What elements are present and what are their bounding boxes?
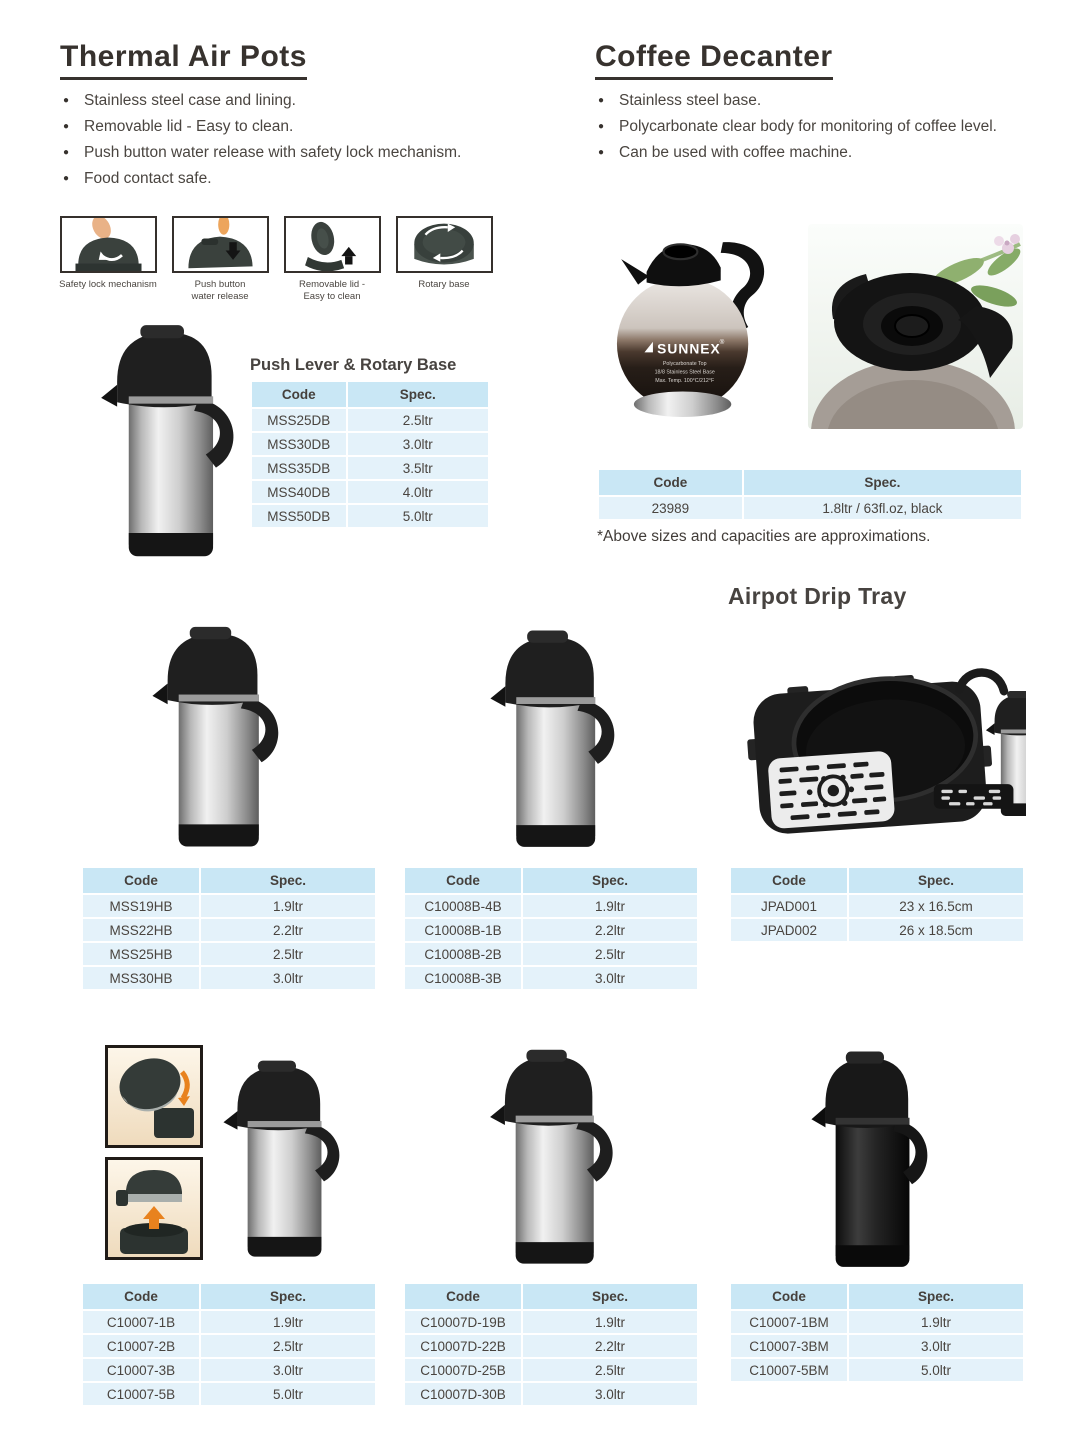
cell-spec: 2.5ltr <box>201 943 375 965</box>
table-row <box>83 1311 375 1333</box>
table-row <box>731 1335 1023 1357</box>
spec-table <box>729 1282 1025 1383</box>
black-airpot-product-image <box>800 1042 940 1275</box>
table-header-row <box>83 868 375 893</box>
spec-table <box>81 1282 377 1407</box>
column-header-spec: Spec. <box>849 868 1023 893</box>
cell-code: MSS50DB <box>252 505 346 527</box>
push-lever-table-title: Push Lever & Rotary Base <box>250 356 457 374</box>
table-row <box>252 481 488 503</box>
push-button-image <box>172 216 269 273</box>
cell-code: C10008B-2B <box>405 943 521 965</box>
feature-removable-lid <box>284 216 392 303</box>
airpot-drip-tray-title: Airpot Drip Tray <box>728 583 907 609</box>
column-header-code: Code <box>83 1284 199 1309</box>
table-header-row <box>731 868 1023 893</box>
table-row <box>731 895 1023 917</box>
column-header-code: Code <box>731 868 847 893</box>
cell-spec: 2.2ltr <box>523 919 697 941</box>
column-header-code: Code <box>405 868 521 893</box>
up-arrow-icon <box>341 247 356 256</box>
c10007bm-table-block <box>729 1282 1025 1383</box>
feature-caption: Rotary base <box>418 279 470 290</box>
cell-spec: 1.9ltr <box>201 1311 375 1333</box>
bullet-item: ● Removable lid - Easy to clean. <box>62 114 512 140</box>
table-header-row <box>599 470 1021 495</box>
approximation-note: *Above sizes and capacities are approximations. <box>597 528 931 545</box>
cell-spec: 1.9ltr <box>523 1311 697 1333</box>
airpot-product-image <box>478 621 628 855</box>
feature-safety-lock <box>60 216 168 291</box>
cell-code: C10007-1B <box>83 1311 199 1333</box>
table-row <box>405 919 697 941</box>
decanter-table-block <box>597 468 1023 546</box>
cell-code: C10008B-4B <box>405 895 521 917</box>
table-header-row <box>405 1284 697 1309</box>
page-title-coffee-decanter: Coffee Decanter <box>595 40 833 80</box>
column-header-spec: Spec. <box>849 1284 1023 1309</box>
column-header-code: Code <box>731 1284 847 1309</box>
column-header-spec: Spec. <box>201 1284 375 1309</box>
cell-code: MSS40DB <box>252 481 346 503</box>
bullet-item: ● Food contact safe. <box>62 166 512 192</box>
table-row <box>83 1383 375 1405</box>
lid-tilt-step-image <box>105 1045 203 1148</box>
cell-code: MSS22HB <box>83 919 199 941</box>
cell-code: C10007-5BM <box>731 1359 847 1381</box>
table-row <box>83 1335 375 1357</box>
cell-code: JPAD001 <box>731 895 847 917</box>
cell-spec: 3.0ltr <box>348 433 488 455</box>
jpad-table-block <box>729 866 1025 943</box>
cell-code: C10007-3BM <box>731 1335 847 1357</box>
cell-code: JPAD002 <box>731 919 847 941</box>
table-row <box>405 895 697 917</box>
decanter-spec-table <box>597 468 1023 521</box>
cell-code: MSS25HB <box>83 943 199 965</box>
drip-tray-product-image <box>726 640 1026 858</box>
cell-code: C10007D-19B <box>405 1311 521 1333</box>
cell-spec: 1.8ltr / 63fl.oz, black <box>744 497 1021 519</box>
column-header-spec: Spec. <box>523 868 697 893</box>
push-lever-table-block <box>250 356 490 529</box>
push-lever-spec-table <box>250 380 490 529</box>
cell-spec: 2.5ltr <box>523 1359 697 1381</box>
cell-spec: 2.5ltr <box>201 1335 375 1357</box>
cell-code: C10007-2B <box>83 1335 199 1357</box>
feature-caption: Safety lock mechanism <box>59 279 157 290</box>
bullet-item: ● Polycarbonate clear body for monitoring of coffee level. <box>597 114 997 140</box>
cell-code: MSS35DB <box>252 457 346 479</box>
table-header-row <box>405 868 697 893</box>
label-line: Polycarbonate Top <box>662 361 707 368</box>
cell-code: 23989 <box>599 497 742 519</box>
column-header-spec: Spec. <box>744 470 1021 495</box>
cell-spec: 2.2ltr <box>523 1335 697 1357</box>
table-row <box>405 967 697 989</box>
cell-code: C10007-5B <box>83 1383 199 1405</box>
cell-spec: 2.5ltr <box>523 943 697 965</box>
column-header-code: Code <box>252 382 346 407</box>
cell-code: C10007D-25B <box>405 1359 521 1381</box>
feature-push-button <box>172 216 280 303</box>
cell-code: C10007-3B <box>83 1359 199 1381</box>
cell-spec: 23 x 16.5cm <box>849 895 1023 917</box>
brand-text: SUNNEX <box>657 341 721 357</box>
table-row <box>599 497 1021 519</box>
table-row <box>83 943 375 965</box>
table-row <box>252 457 488 479</box>
cell-code: C10007D-30B <box>405 1383 521 1405</box>
table-row <box>405 1335 697 1357</box>
bullet-item: ● Stainless steel base. <box>597 88 997 114</box>
column-header-spec: Spec. <box>201 868 375 893</box>
table-row <box>252 505 488 527</box>
column-header-spec: Spec. <box>348 382 488 407</box>
cell-code: MSS19HB <box>83 895 199 917</box>
bullet-item: ● Push button water release with safety lock mechanism. <box>62 140 512 166</box>
column-header-code: Code <box>83 868 199 893</box>
airpot-product-image <box>478 1040 626 1272</box>
cell-spec: 5.0ltr <box>201 1383 375 1405</box>
decanter-lid-closeup-image <box>808 224 1023 429</box>
label-line: 18/8 Stainless Steel Base <box>654 369 715 376</box>
table-header-row <box>731 1284 1023 1309</box>
safety-lock-image <box>60 216 157 273</box>
spec-table <box>729 866 1025 943</box>
table-row <box>83 1359 375 1381</box>
cell-spec: 1.9ltr <box>201 895 375 917</box>
spec-table <box>403 1282 699 1407</box>
column-header-code: Code <box>599 470 742 495</box>
thermal-air-pots-section-header <box>60 40 307 80</box>
cell-code: C10007D-22B <box>405 1335 521 1357</box>
column-header-spec: Spec. <box>523 1284 697 1309</box>
c10007d-table-block <box>403 1282 699 1407</box>
cell-code: MSS30DB <box>252 433 346 455</box>
feature-caption: Removable lid - Easy to clean <box>299 279 365 302</box>
cell-code: C10008B-3B <box>405 967 521 989</box>
thermal-air-pots-bullets <box>62 88 512 192</box>
coffee-decanter-section-header <box>595 40 833 80</box>
coffee-decanter-bullets <box>597 88 997 166</box>
airpot-product-image <box>140 617 292 855</box>
cell-spec: 2.5ltr <box>348 409 488 431</box>
table-row <box>83 919 375 941</box>
cell-spec: 3.0ltr <box>201 967 375 989</box>
cell-spec: 5.0ltr <box>348 505 488 527</box>
table-row <box>252 409 488 431</box>
cell-spec: 3.0ltr <box>523 1383 697 1405</box>
mss-hb-table-block <box>81 866 377 991</box>
table-row <box>83 895 375 917</box>
cell-spec: 3.0ltr <box>201 1359 375 1381</box>
cell-code: C10007-1BM <box>731 1311 847 1333</box>
c10007-table-block <box>81 1282 377 1407</box>
table-row <box>731 1359 1023 1381</box>
rotary-base-image <box>396 216 493 273</box>
column-header-code: Code <box>405 1284 521 1309</box>
cell-spec: 1.9ltr <box>523 895 697 917</box>
table-row <box>405 943 697 965</box>
cell-spec: 3.0ltr <box>849 1335 1023 1357</box>
table-row <box>252 433 488 455</box>
bullet-item: ● Stainless steel case and lining. <box>62 88 512 114</box>
airpot-product-image <box>212 1052 352 1264</box>
cell-code: MSS30HB <box>83 967 199 989</box>
c10008b-table-block <box>403 866 699 991</box>
table-header-row <box>83 1284 375 1309</box>
cell-code: MSS25DB <box>252 409 346 431</box>
spec-table <box>403 866 699 991</box>
label-line: Max. Temp. 100°C/212°F <box>655 378 715 384</box>
lid-lift-step-image <box>105 1157 203 1260</box>
page-title-thermal-air-pots: Thermal Air Pots <box>60 40 307 80</box>
cell-spec: 3.0ltr <box>523 967 697 989</box>
table-row <box>405 1311 697 1333</box>
cell-spec: 4.0ltr <box>348 481 488 503</box>
coffee-decanter-product-image <box>600 216 780 440</box>
table-row <box>83 967 375 989</box>
cell-code: C10008B-1B <box>405 919 521 941</box>
registered-mark: ® <box>719 338 725 346</box>
cell-spec: 3.5ltr <box>348 457 488 479</box>
cell-spec: 1.9ltr <box>849 1311 1023 1333</box>
table-row <box>405 1383 697 1405</box>
feature-caption: Push button water release <box>191 279 249 302</box>
table-row <box>405 1359 697 1381</box>
bullet-item: ● Can be used with coffee machine. <box>597 140 997 166</box>
airpot-product-image <box>88 315 248 565</box>
feature-rotary-base <box>396 216 504 291</box>
cell-spec: 5.0ltr <box>849 1359 1023 1381</box>
cell-spec: 26 x 18.5cm <box>849 919 1023 941</box>
table-row <box>731 1311 1023 1333</box>
table-header-row <box>252 382 488 407</box>
removable-lid-image <box>284 216 381 273</box>
spec-table <box>81 866 377 991</box>
cell-spec: 2.2ltr <box>201 919 375 941</box>
table-row <box>731 919 1023 941</box>
